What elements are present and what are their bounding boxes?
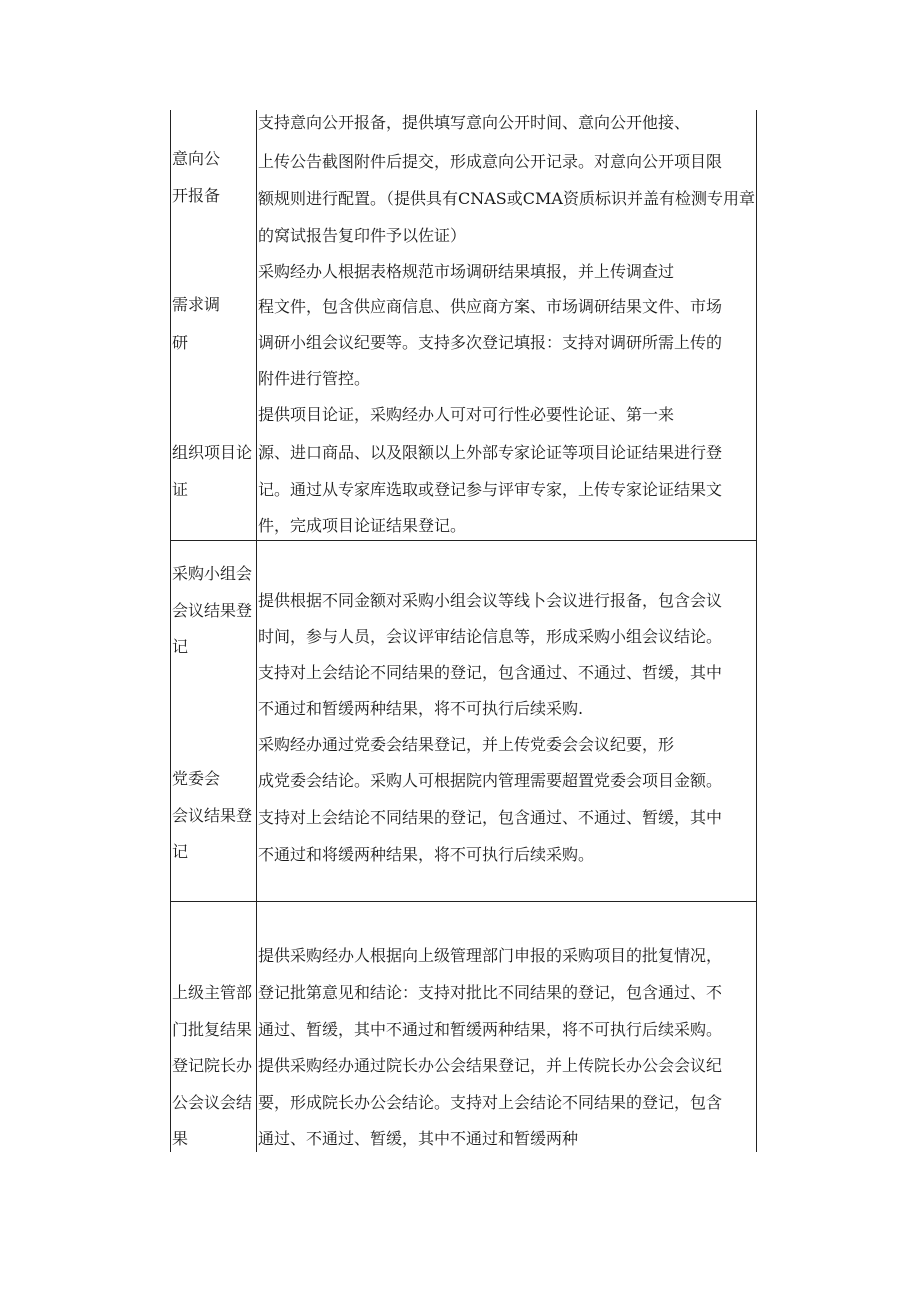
row-content-line: 要，形成院长办公会结论。支持对上会结论不同结果的登记，包含 — [258, 1093, 723, 1112]
row-content-line: 的窝试报告复印件予以佐证） — [258, 226, 467, 245]
row-content-line: 不通过和将缓两种结果，将不可执行后续采购。 — [258, 845, 595, 864]
row-content-line: 源、进口商品、以及限额以上外部专家论证等项目论证结果进行登 — [258, 443, 723, 462]
row-content-line: 提供采购经办人根据向上级管理部门申报的采购项目的批复情况， — [258, 946, 723, 965]
row-content-line: 登记批第意见和结论：支持对批比不同结果的登记，包含通过、不 — [258, 983, 723, 1002]
row-label-line: 门批复结果 — [172, 1020, 253, 1039]
row-content-line: 件，完成项目论证结果登记。 — [258, 516, 467, 535]
table-row-divider — [170, 901, 757, 902]
table-right-border — [756, 110, 757, 1152]
row-label-line: 会议结果登 — [172, 806, 253, 825]
row-label-line: 采购小组会 — [172, 564, 253, 583]
row-label-line: 研 — [172, 333, 189, 352]
row-label-line: 意向公 — [172, 149, 221, 168]
row-content-line: 提供采购经办通过院长办公会结果登记，并上传院长办公会会议纪 — [258, 1056, 723, 1075]
row-label-line: 开报备 — [172, 186, 221, 205]
table-column-divider — [256, 110, 257, 1152]
row-content-line: 采购经办人根据表格规范市场调研结果填报，并上传调查过 — [258, 262, 675, 281]
row-label-line: 果 — [172, 1129, 189, 1148]
row-label-line: 上级主管部 — [172, 983, 253, 1002]
table-left-border — [170, 110, 171, 1152]
row-content-line: 提供根据不同金额对采购小组会议等线卜会议进行报备，包含会议 — [258, 591, 723, 610]
row-content-line: 提供项目论证，采购经办人可对可行性必要性论证、第一来 — [258, 405, 675, 424]
row-content-line: 程文件，包含供应商信息、供应商方案、市场调研结果文件、市场 — [258, 297, 723, 316]
row-content-line: 支持意向公开报备，提供填写意向公开时间、意向公开他接、 — [258, 113, 691, 132]
row-content-line: 支持对上会结论不同结果的登记，包含通过、不通过、暂缓，其中 — [258, 808, 723, 827]
row-label-line: 组织项目论 — [172, 443, 253, 462]
row-label-line: 登记院长办 — [172, 1056, 253, 1075]
row-content-line: 附件进行管控。 — [258, 369, 371, 388]
row-content-line: 调研小组会议纪要等。支持多次登记填报：支持对调研所需上传的 — [258, 333, 723, 352]
row-label-line: 记 — [172, 637, 189, 656]
row-content-line: 记。通过从专家库选取或登记参与评审专家，上传专家论证结果文 — [258, 480, 723, 499]
row-label-line: 会议结果登 — [172, 601, 253, 620]
row-content-line: 成党委会结论。采购人可根据院内管理需要超置党委会项目金额。 — [258, 771, 723, 790]
row-label-line: 记 — [172, 842, 189, 861]
row-content-line: 上传公告截图附件后提交，形成意向公开记录。对意向公开项目限 — [258, 152, 723, 171]
row-label-line: 党委会 — [172, 769, 221, 788]
row-content-line: 额规则进行配置。（提供具有CNAS或CMA资质标识并盖有检测专用章 — [258, 189, 755, 208]
row-content-line: 采购经办通过党委会结果登记，并上传党委会会议纪要，形 — [258, 735, 675, 754]
row-content-line: 通过、暂缓，其中不通过和暂缓两种结果，将不可执行后续采购。 — [258, 1020, 723, 1039]
row-label-line: 证 — [172, 480, 189, 499]
row-content-line: 通过、不通过、暂缓，其中不通过和暂缓两种 — [258, 1129, 579, 1148]
row-label-line: 需求调 — [172, 295, 221, 314]
row-content-line: 不通过和暂缓两种结果，将不可执行后续采购. — [258, 699, 584, 718]
table-row-divider — [170, 540, 757, 541]
row-content-line: 时间，参与人员，会议评审结论信息等，形成采购小组会议结论。 — [258, 627, 723, 646]
row-label-line: 公会议会结 — [172, 1093, 253, 1112]
row-content-line: 支持对上会结论不同结果的登记，包含通过、不通过、哲缓，其中 — [258, 663, 723, 682]
